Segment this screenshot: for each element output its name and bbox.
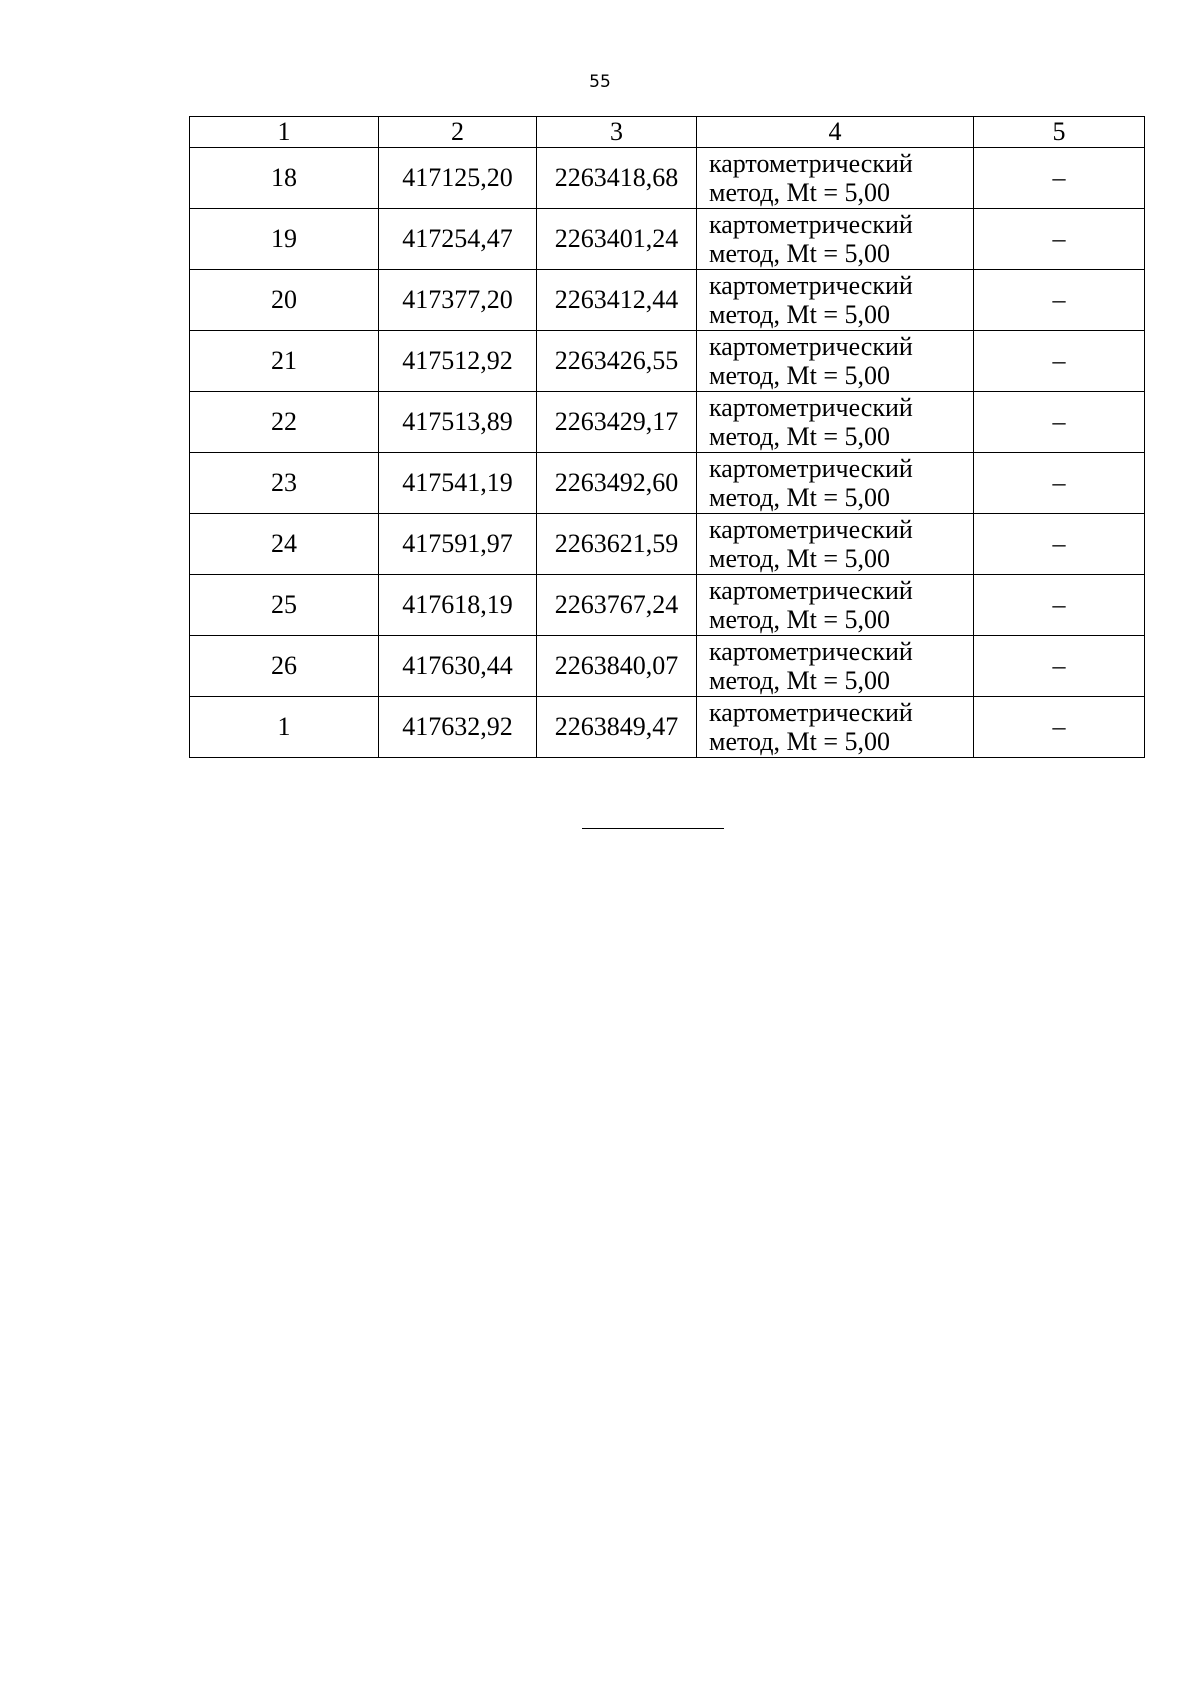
col5-cell: – <box>974 270 1145 331</box>
header-col-4: 4 <box>697 117 974 148</box>
x-coordinate-cell: 417254,47 <box>379 209 537 270</box>
method-name: картометрический <box>709 515 913 544</box>
method-cell <box>697 575 974 636</box>
method-cell <box>697 331 974 392</box>
method-cell <box>697 270 974 331</box>
method-accuracy: метод, Mt = 5,00 <box>709 727 890 756</box>
x-coordinate-cell: 417618,19 <box>379 575 537 636</box>
col5-cell: – <box>974 209 1145 270</box>
table-body <box>190 148 1145 758</box>
col5-cell: – <box>974 697 1145 758</box>
method-cell <box>697 514 974 575</box>
x-coordinate-cell: 417630,44 <box>379 636 537 697</box>
table-row <box>190 575 1145 636</box>
method-name: картометрический <box>709 698 913 727</box>
y-coordinate-cell: 2263840,07 <box>537 636 697 697</box>
method-cell <box>697 697 974 758</box>
method-name: картометрический <box>709 454 913 483</box>
point-number-cell: 25 <box>190 575 379 636</box>
table-row <box>190 392 1145 453</box>
col5-cell: – <box>974 331 1145 392</box>
col5-cell: – <box>974 392 1145 453</box>
method-name: картометрический <box>709 210 913 239</box>
col5-cell: – <box>974 575 1145 636</box>
point-number-cell: 22 <box>190 392 379 453</box>
point-number-cell: 1 <box>190 697 379 758</box>
method-cell <box>697 453 974 514</box>
point-number-cell: 21 <box>190 331 379 392</box>
table-row <box>190 148 1145 209</box>
method-accuracy: метод, Mt = 5,00 <box>709 178 890 207</box>
x-coordinate-cell: 417512,92 <box>379 331 537 392</box>
method-accuracy: метод, Mt = 5,00 <box>709 666 890 695</box>
method-name: картометрический <box>709 271 913 300</box>
table-row <box>190 453 1145 514</box>
point-number-cell: 23 <box>190 453 379 514</box>
x-coordinate-cell: 417541,19 <box>379 453 537 514</box>
table-row <box>190 209 1145 270</box>
y-coordinate-cell: 2263401,24 <box>537 209 697 270</box>
col5-cell: – <box>974 636 1145 697</box>
header-col-5: 5 <box>974 117 1145 148</box>
y-coordinate-cell: 2263767,24 <box>537 575 697 636</box>
page-number: 55 <box>589 72 611 92</box>
x-coordinate-cell: 417591,97 <box>379 514 537 575</box>
table-row <box>190 697 1145 758</box>
method-accuracy: метод, Mt = 5,00 <box>709 483 890 512</box>
method-accuracy: метод, Mt = 5,00 <box>709 361 890 390</box>
point-number-cell: 26 <box>190 636 379 697</box>
header-col-3: 3 <box>537 117 697 148</box>
y-coordinate-cell: 2263621,59 <box>537 514 697 575</box>
table-row <box>190 514 1145 575</box>
y-coordinate-cell: 2263429,17 <box>537 392 697 453</box>
method-name: картометрический <box>709 637 913 666</box>
method-accuracy: метод, Mt = 5,00 <box>709 239 890 268</box>
y-coordinate-cell: 2263426,55 <box>537 331 697 392</box>
method-name: картометрический <box>709 332 913 361</box>
y-coordinate-cell: 2263418,68 <box>537 148 697 209</box>
method-accuracy: метод, Mt = 5,00 <box>709 300 890 329</box>
table-row <box>190 331 1145 392</box>
x-coordinate-cell: 417632,92 <box>379 697 537 758</box>
method-accuracy: метод, Mt = 5,00 <box>709 422 890 451</box>
table-row <box>190 636 1145 697</box>
header-col-1: 1 <box>190 117 379 148</box>
end-of-document-rule <box>582 828 724 829</box>
y-coordinate-cell: 2263492,60 <box>537 453 697 514</box>
col5-cell: – <box>974 514 1145 575</box>
y-coordinate-cell: 2263849,47 <box>537 697 697 758</box>
x-coordinate-cell: 417377,20 <box>379 270 537 331</box>
method-name: картометрический <box>709 576 913 605</box>
y-coordinate-cell: 2263412,44 <box>537 270 697 331</box>
method-cell <box>697 392 974 453</box>
method-accuracy: метод, Mt = 5,00 <box>709 544 890 573</box>
col5-cell: – <box>974 453 1145 514</box>
point-number-cell: 24 <box>190 514 379 575</box>
point-number-cell: 20 <box>190 270 379 331</box>
method-cell <box>697 209 974 270</box>
x-coordinate-cell: 417513,89 <box>379 392 537 453</box>
table-row <box>190 270 1145 331</box>
col5-cell: – <box>974 148 1145 209</box>
method-name: картометрический <box>709 149 913 178</box>
coordinates-table <box>189 116 1145 758</box>
method-accuracy: метод, Mt = 5,00 <box>709 605 890 634</box>
header-col-2: 2 <box>379 117 537 148</box>
method-cell <box>697 636 974 697</box>
point-number-cell: 19 <box>190 209 379 270</box>
table-header <box>190 117 1145 148</box>
header-row <box>190 117 1145 148</box>
method-cell <box>697 148 974 209</box>
method-name: картометрический <box>709 393 913 422</box>
point-number-cell: 18 <box>190 148 379 209</box>
x-coordinate-cell: 417125,20 <box>379 148 537 209</box>
